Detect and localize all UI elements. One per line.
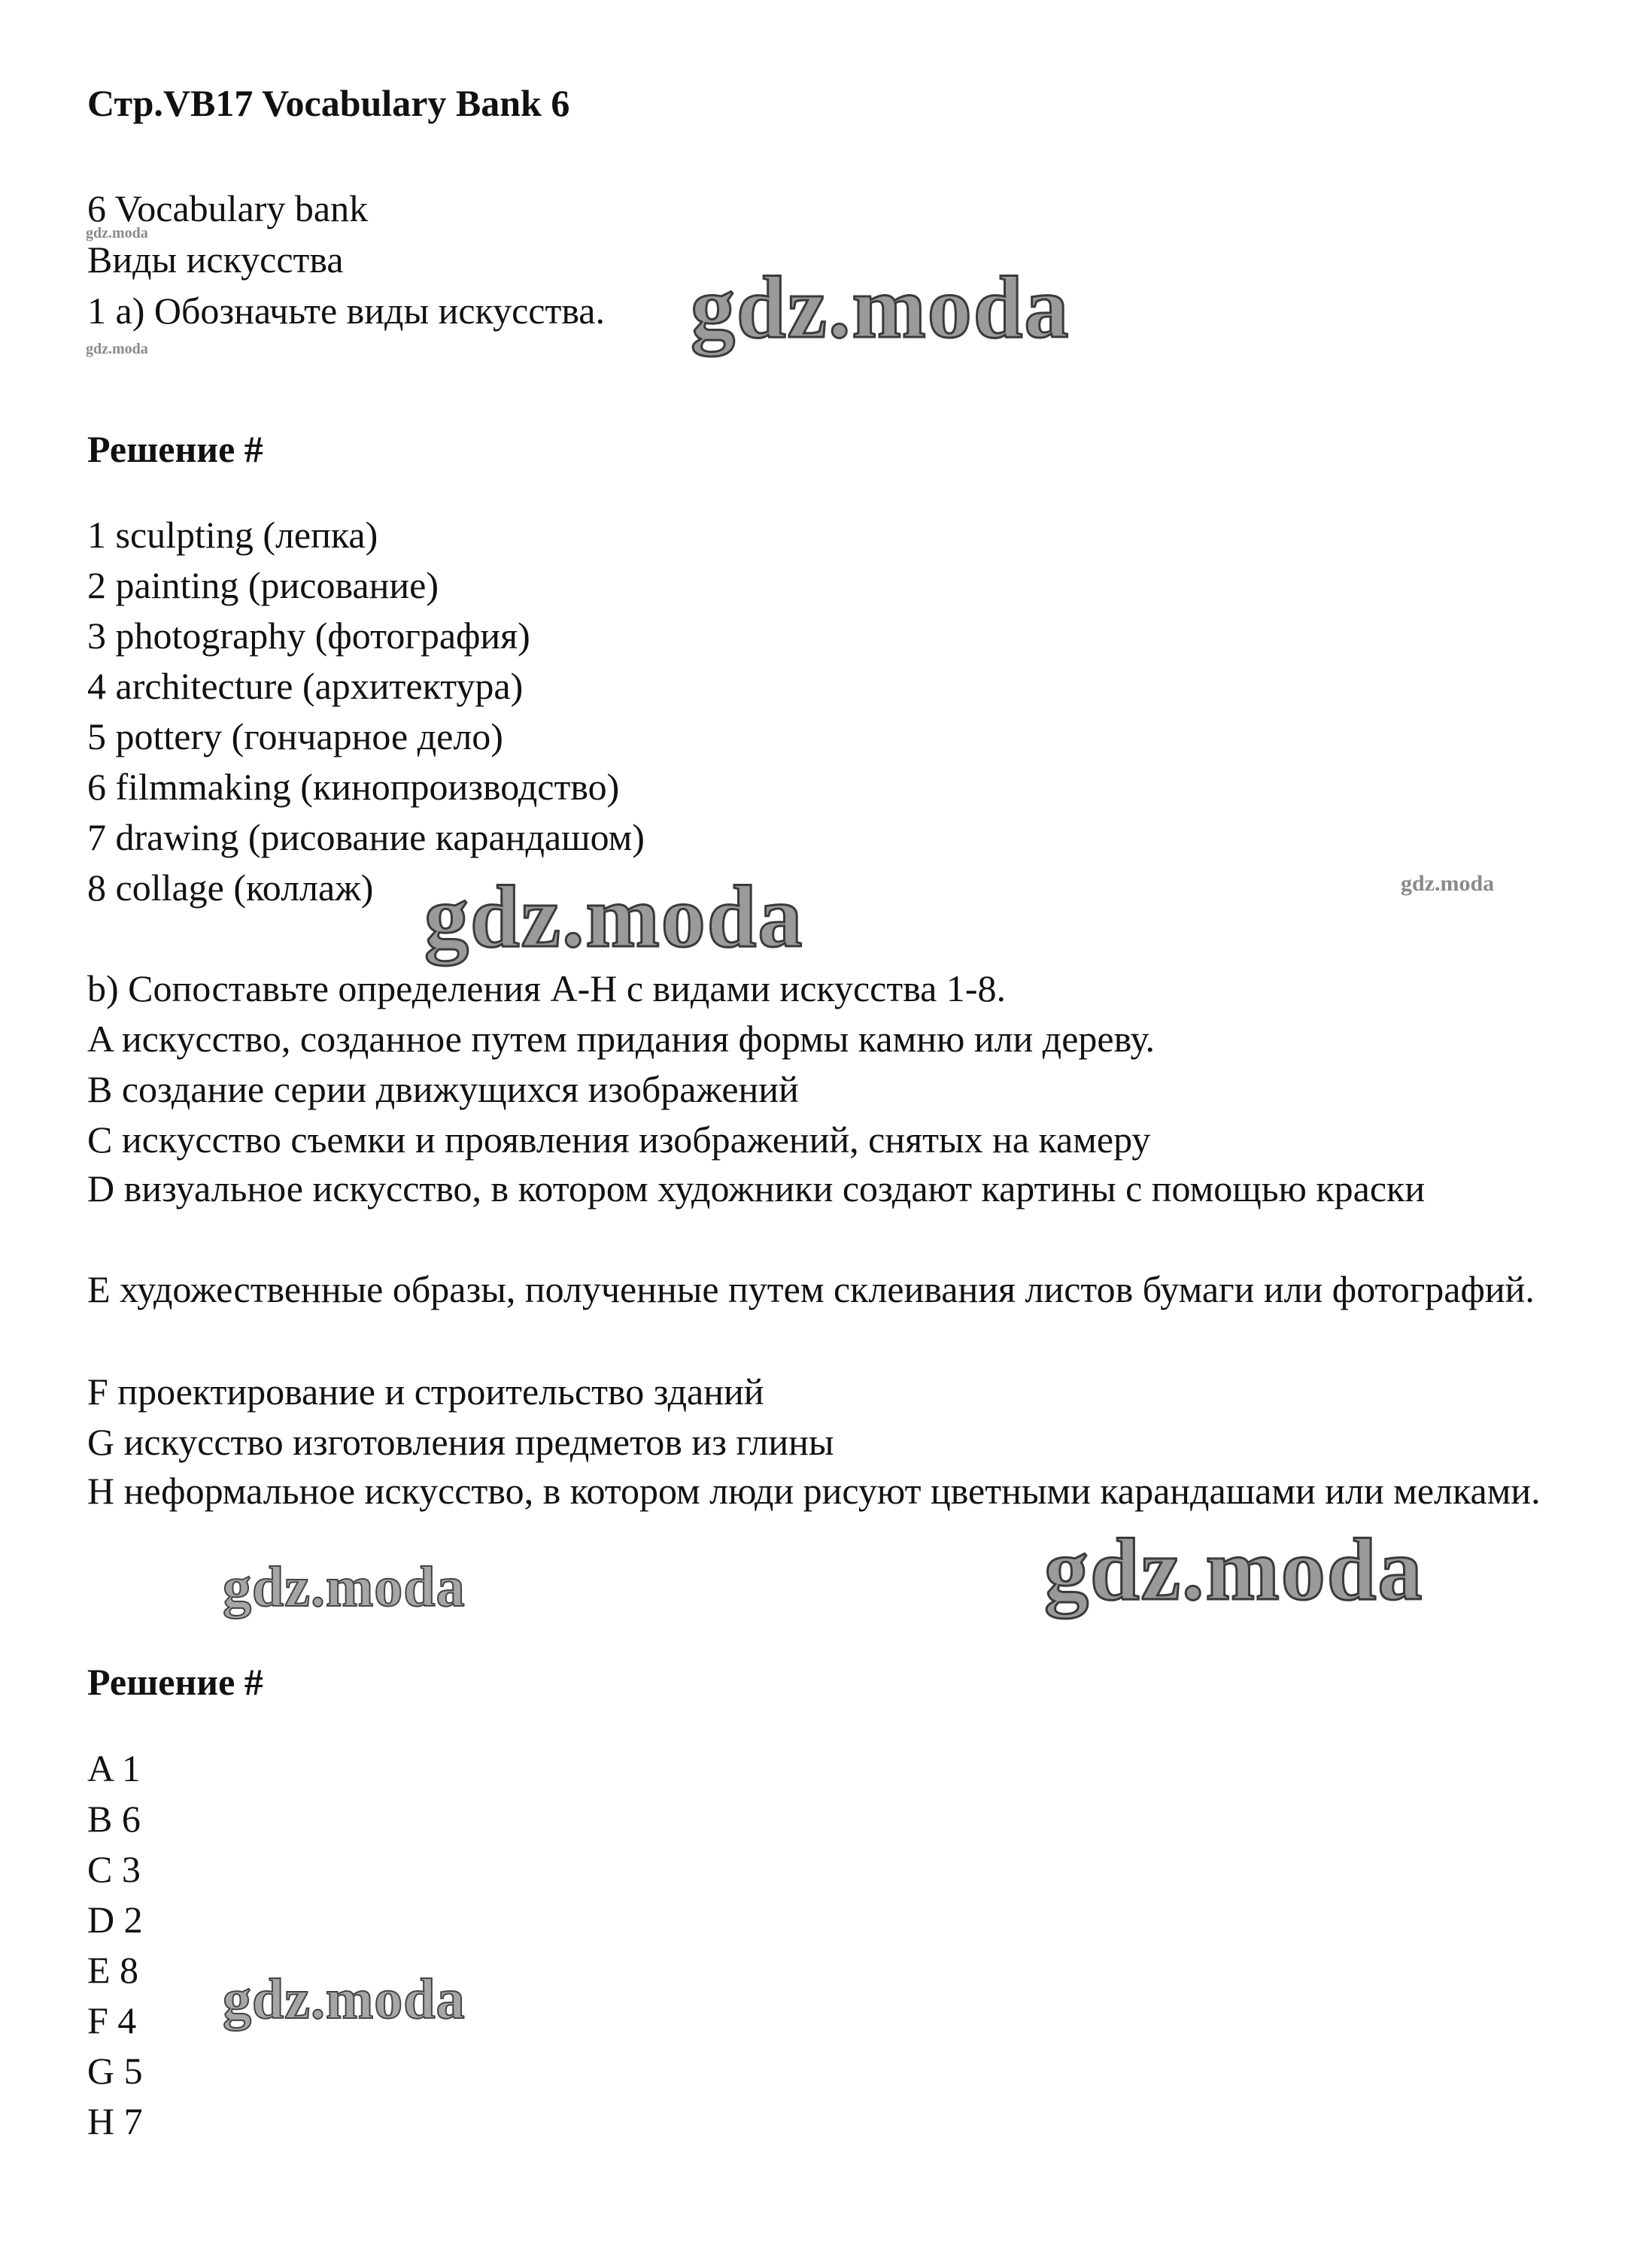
definition-item: G искусство изготовления предметов из глины — [87, 1421, 834, 1463]
list-item: 5 pottery (гончарное дело) — [87, 715, 503, 757]
list-item: 3 photography (фотография) — [87, 615, 530, 657]
list-item: 7 drawing (рисование карандашом) — [87, 816, 645, 858]
answer-item: A 1 — [87, 1747, 141, 1789]
watermark: gdz.moda — [223, 1968, 466, 2031]
answer-item: H 7 — [87, 2100, 143, 2142]
definition-item: A искусство, созданное путем придания формы камню или дереву. — [87, 1018, 1155, 1060]
definition-item: C искусство съемки и проявления изображений, снятых на камеру — [87, 1118, 1151, 1161]
answer-item: E 8 — [87, 1949, 139, 1991]
answer-item: G 5 — [87, 2050, 143, 2092]
watermark: gdz.moda — [424, 867, 804, 966]
definition-item: H неформальное искусство, в котором люди рисуют цветными карандашами или мелками. — [87, 1470, 1541, 1512]
watermark: gdz.moda — [691, 258, 1070, 357]
section-subtitle: Виды искусства — [87, 238, 344, 281]
list-item: 1 sculpting (лепка) — [87, 514, 378, 556]
watermark: gdz.moda — [223, 1555, 466, 1619]
watermark: gdz.moda — [86, 341, 148, 357]
page-title: Стр.VB17 Vocabulary Bank 6 — [87, 82, 570, 124]
answer-item: F 4 — [87, 1999, 137, 2041]
definition-item: D визуальное искусство, в котором художники создают картины с помощью краски — [87, 1167, 1426, 1209]
task-b-instruction: b) Сопоставьте определения A-H с видами искусства 1-8. — [87, 967, 1006, 1009]
watermark: gdz.moda — [1401, 871, 1495, 896]
section-label: 6 Vocabulary bank — [87, 187, 369, 229]
definition-item: F проектирование и строительство зданий — [87, 1370, 764, 1413]
list-item: 4 architecture (архитектура) — [87, 665, 524, 707]
answer-item: C 3 — [87, 1848, 141, 1890]
definition-item: B создание серии движущихся изображений — [87, 1068, 799, 1110]
list-item: 2 painting (рисование) — [87, 564, 439, 606]
answer-item: D 2 — [87, 1898, 143, 1941]
watermark: gdz.moda — [1044, 1520, 1424, 1619]
definition-item: E художественные образы, полученные путем склеивания листов бумаги или фотографий. — [87, 1268, 1535, 1310]
task-a-instruction: 1 a) Обозначьте виды искусства. — [87, 290, 605, 332]
solution-heading-a: Решение # — [87, 428, 263, 470]
list-item: 8 collage (коллаж) — [87, 867, 374, 909]
watermark: gdz.moda — [86, 225, 148, 241]
solution-heading-b: Решение # — [87, 1661, 263, 1703]
answer-item: B 6 — [87, 1798, 141, 1840]
list-item: 6 filmmaking (кинопроизводство) — [87, 766, 620, 808]
